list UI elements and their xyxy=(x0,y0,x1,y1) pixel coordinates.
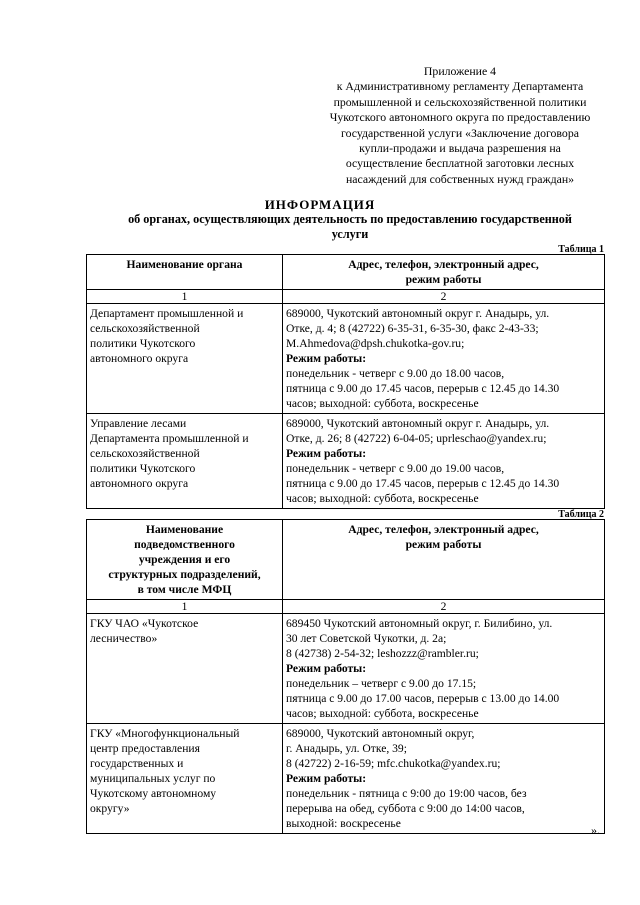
header-address xyxy=(283,255,605,290)
appendix-line: промышленной и сельскохозяйственной политики xyxy=(333,94,587,109)
cell-line: 30 лет Советской Чукотки, д. 2а; xyxy=(286,632,447,645)
header-text: режим работы xyxy=(405,538,482,551)
organ-name-cell xyxy=(87,304,283,414)
appendix-header xyxy=(300,64,620,187)
cell-line: автономного округа xyxy=(90,477,189,490)
cell-line: ГКУ ЧАО «Чукотское xyxy=(90,617,199,630)
table-2 xyxy=(86,519,605,834)
cell-line: 689000, Чукотский автономный округ, xyxy=(286,727,475,740)
cell-line: пятница с 9.00 до 17.45 часов, перерыв с 12.45 до 14.30 xyxy=(286,382,560,395)
table-header-row xyxy=(87,255,605,290)
appendix-line: купли-продажи и выдача разрешения на xyxy=(359,141,561,156)
header-text: структурных подразделений, xyxy=(108,568,261,581)
cell-line: Отке, д. 4; 8 (42722) 6-35-31, 6-35-30, факс 2-43-33; xyxy=(286,322,539,335)
table-1-caption: Таблица 1 xyxy=(558,244,604,255)
table-header-row xyxy=(87,520,605,600)
header-text: подведомственного xyxy=(134,538,235,551)
address-cell xyxy=(283,614,605,724)
cell-line: государственных и xyxy=(90,757,184,770)
table-1 xyxy=(86,254,605,509)
cell-line: 8 (42722) 2-16-59; mfc.chukotka@yandex.ru; xyxy=(286,757,501,770)
cell-line: пятница с 9.00 до 17.45 часов, перерыв с 12.45 до 14.30 xyxy=(286,477,560,490)
appendix-line: осуществление бесплатной заготовки лесных xyxy=(345,156,575,171)
subtitle-line: услуги xyxy=(331,227,369,241)
schedule-label: Режим работы: xyxy=(286,772,367,785)
table-row xyxy=(87,614,605,724)
header-organ-name xyxy=(87,255,283,290)
cell-line: 689000, Чукотский автономный округ г. Анадырь, ул. xyxy=(286,417,550,430)
appendix-line: насаждений для собственных нужд граждан» xyxy=(345,171,575,186)
schedule-label: Режим работы: xyxy=(286,352,367,365)
address-cell xyxy=(283,304,605,414)
header-text: Наименование xyxy=(145,523,224,536)
cell-line: Чукотскому автономному xyxy=(90,787,217,800)
cell-line: Управление лесами xyxy=(90,417,187,430)
cell-line: политики Чукотского xyxy=(90,337,196,350)
schedule-label: Режим работы: xyxy=(286,662,367,675)
column-number-row xyxy=(87,600,605,614)
cell-line: часов; выходной: суббота, воскресенье xyxy=(286,707,479,720)
cell-line: центр предоставления xyxy=(90,742,200,755)
address-cell xyxy=(283,414,605,509)
institution-name-cell xyxy=(87,724,283,834)
header-text: Наименование органа xyxy=(126,258,243,271)
cell-line: понедельник - четверг с 9.00 до 18.00 часов, xyxy=(286,367,505,380)
cell-line: Департамент промышленной и xyxy=(90,307,244,320)
cell-line: 689450 Чукотский автономный округ, г. Билибино, ул. xyxy=(286,617,553,630)
address-cell xyxy=(283,724,605,834)
cell-line: Отке, д. 26; 8 (42722) 6-04-05; uprleschao@yandex.ru; xyxy=(286,432,547,445)
table-row xyxy=(87,304,605,414)
header-institution-name xyxy=(87,520,283,600)
cell-line: муниципальных услуг по xyxy=(90,772,216,785)
column-number: 2 xyxy=(283,600,605,614)
column-number: 1 xyxy=(87,290,283,304)
cell-line: понедельник - четверг с 9.00 до 19.00 часов, xyxy=(286,462,505,475)
column-number: 2 xyxy=(283,290,605,304)
cell-line: сельскохозяйственной xyxy=(90,447,200,460)
cell-line: понедельник – четверг с 9.00 до 17.15; xyxy=(286,677,477,690)
header-text: учреждения и его xyxy=(138,553,231,566)
cell-line: политики Чукотского xyxy=(90,462,196,475)
table-2-caption: Таблица 2 xyxy=(558,509,604,520)
closing-quote: ». xyxy=(591,823,600,837)
cell-line: округу» xyxy=(90,802,130,815)
cell-line: 8 (42738) 2-54-32; leshozzz@rambler.ru; xyxy=(286,647,479,660)
cell-line: Департамента промышленной и xyxy=(90,432,249,445)
appendix-line: к Административному регламенту Департамента xyxy=(336,79,584,94)
cell-line: автономного округа xyxy=(90,352,189,365)
header-address xyxy=(283,520,605,600)
cell-line: M.Ahmedova@dpsh.chukotka-gov.ru; xyxy=(286,337,465,350)
institution-name-cell xyxy=(87,614,283,724)
table-row xyxy=(87,414,605,509)
cell-line: выходной: воскресенье xyxy=(286,817,401,830)
header-text: Адрес, телефон, электронный адрес, xyxy=(348,258,539,271)
cell-line: перерыва на обед, суббота с 9:00 до 14:00 часов, xyxy=(286,802,525,815)
cell-line: 689000, Чукотский автономный округ г. Анадырь, ул. xyxy=(286,307,550,320)
header-text: Адрес, телефон, электронный адрес, xyxy=(348,523,539,536)
document-title: ИНФОРМАЦИЯ xyxy=(264,197,376,212)
document-subtitle xyxy=(110,212,590,242)
cell-line: лесничество» xyxy=(90,632,158,645)
cell-line: ГКУ «Многофункциональный xyxy=(90,727,240,740)
schedule-label: Режим работы: xyxy=(286,447,367,460)
header-text: в том числе МФЦ xyxy=(137,583,232,596)
organ-name-cell xyxy=(87,414,283,509)
column-number: 1 xyxy=(87,600,283,614)
column-number-row xyxy=(87,290,605,304)
appendix-line: Приложение 4 xyxy=(423,64,497,78)
cell-line: пятница с 9.00 до 17.00 часов, перерыв с 13.00 до 14.00 xyxy=(286,692,560,705)
cell-line: понедельник - пятница с 9:00 до 19:00 часов, без xyxy=(286,787,527,800)
subtitle-line: об органах, осуществляющих деятельность по предоставлению государственной xyxy=(128,212,572,226)
cell-line: часов; выходной: суббота, воскресенье xyxy=(286,492,479,505)
cell-line: сельскохозяйственной xyxy=(90,322,200,335)
cell-line: часов; выходной: суббота, воскресенье xyxy=(286,397,479,410)
cell-line: г. Анадырь, ул. Отке, 39; xyxy=(286,742,407,755)
header-text: режим работы xyxy=(405,273,482,286)
appendix-line: государственной услуги «Заключение договора xyxy=(341,125,579,140)
appendix-line: Чукотского автономного округа по предоставлению xyxy=(329,110,591,125)
table-row xyxy=(87,724,605,834)
